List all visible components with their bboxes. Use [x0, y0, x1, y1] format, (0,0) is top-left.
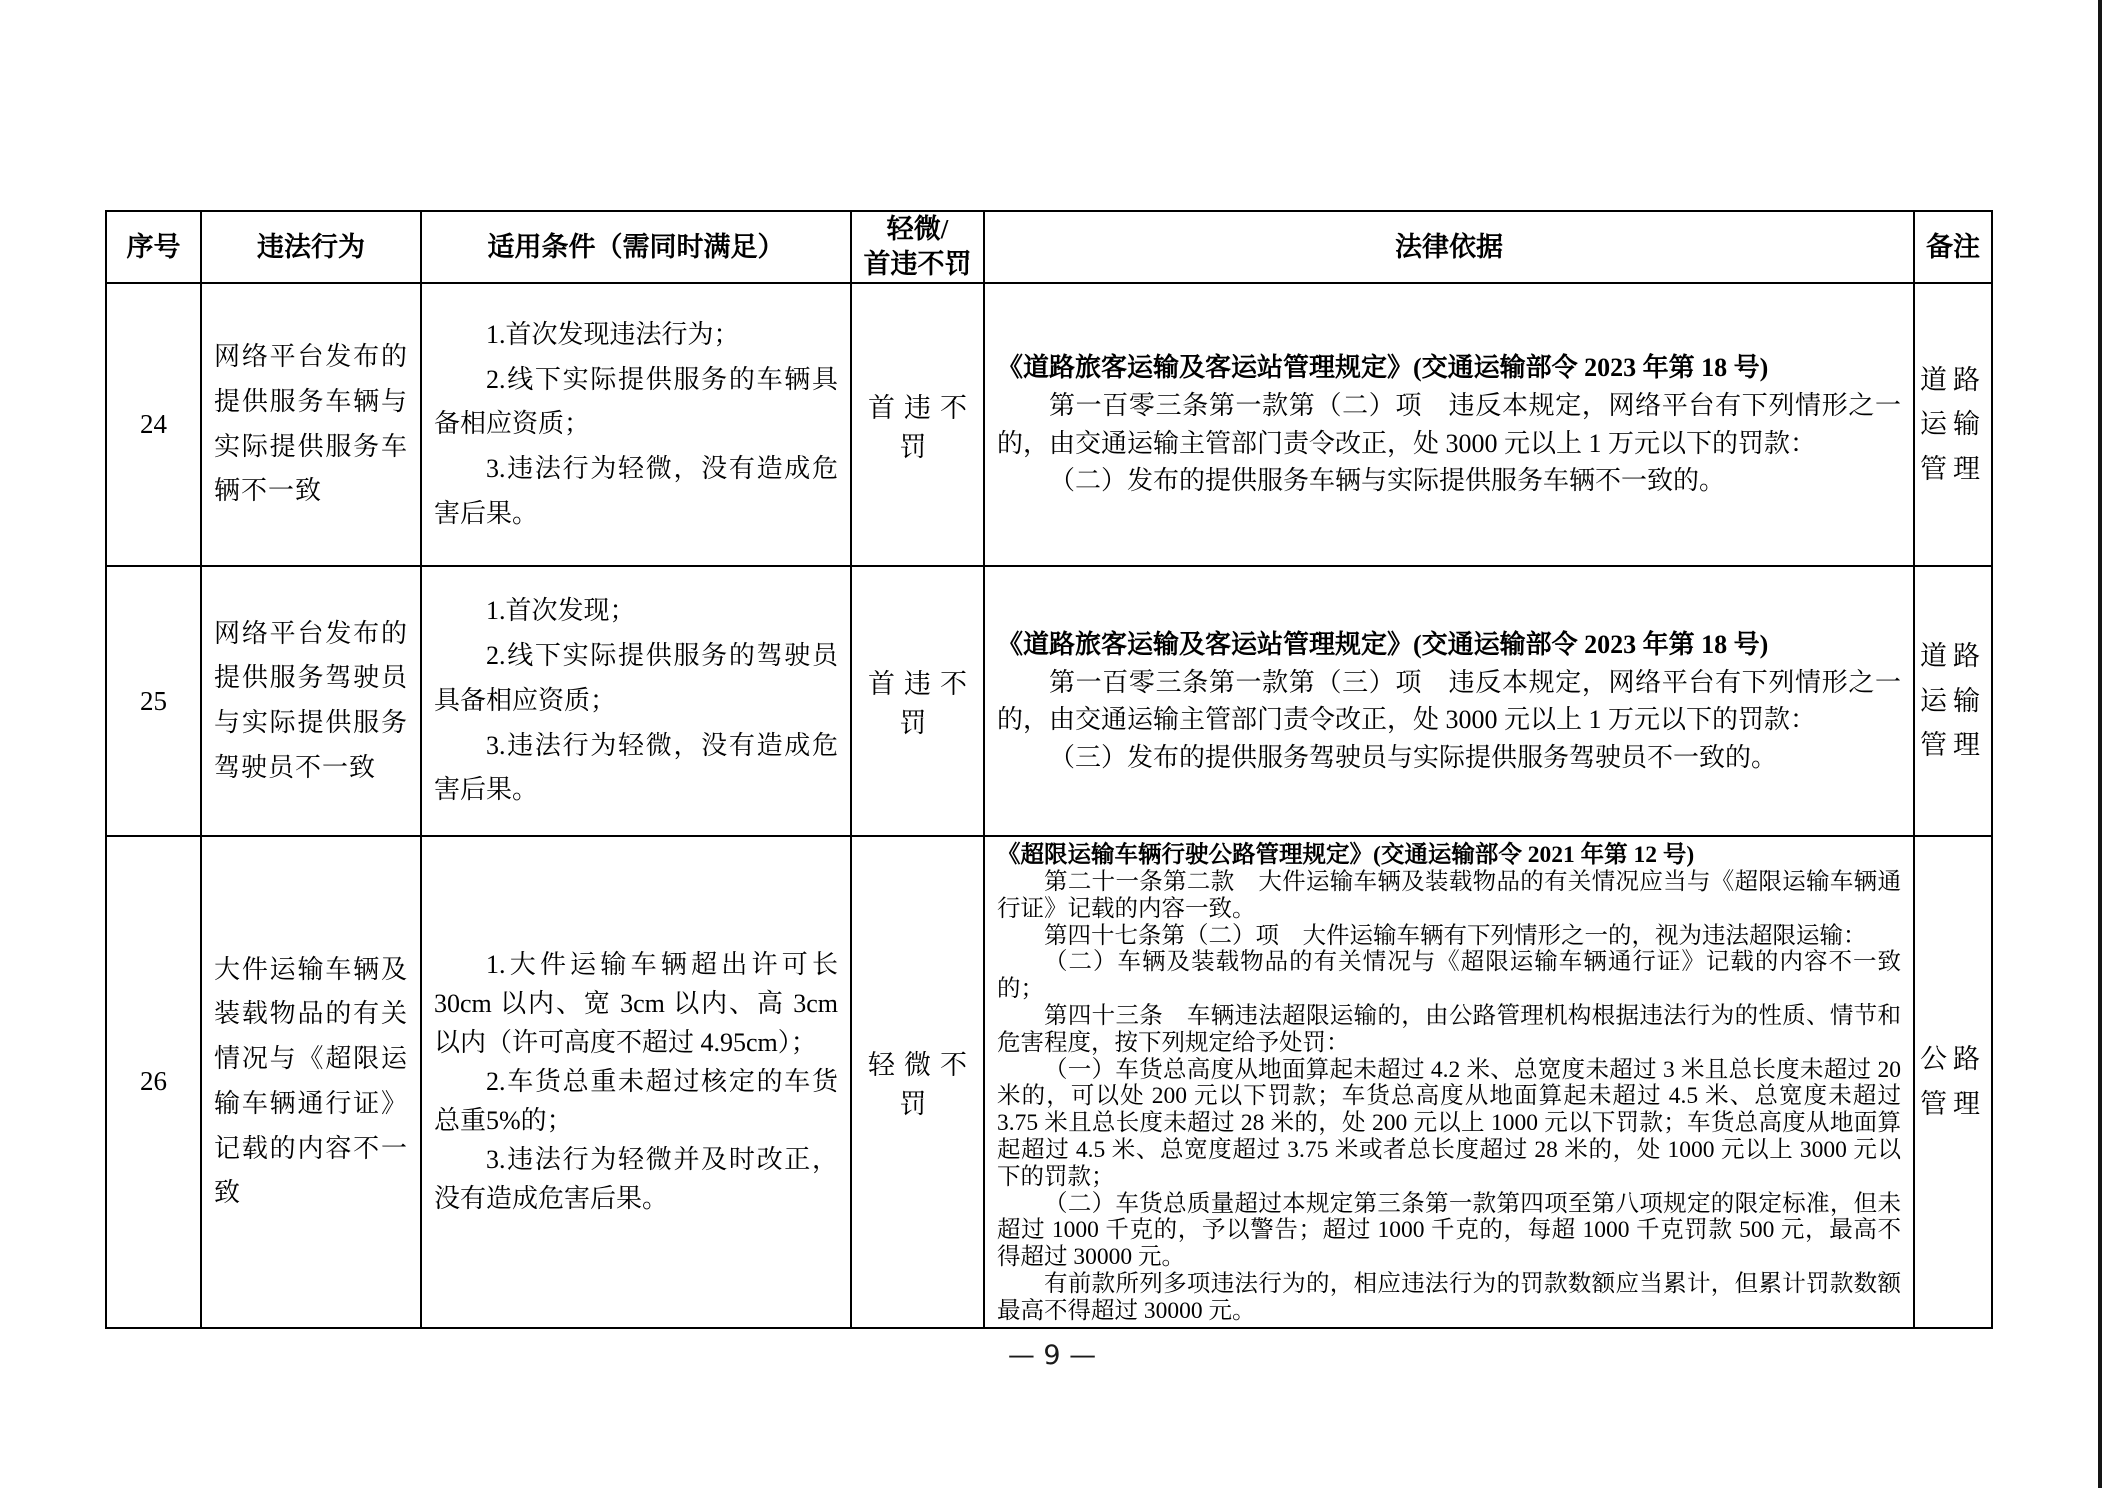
col-header-status-line2: 首违不罚	[863, 249, 972, 280]
condition-item: 3.违法行为轻微，没有造成危害后果。	[434, 454, 838, 528]
cell-no: 24	[106, 283, 201, 566]
cell-legal-basis	[984, 836, 1914, 1327]
cell-remark: 道路运输管理	[1914, 283, 1992, 566]
penalty-rules-table	[105, 210, 1993, 1329]
cell-violation: 大件运输车辆及装载物品的有关情况与《超限运输车辆通行证》记载的内容不一致	[201, 836, 421, 1327]
condition-item: 1.首次发现；	[486, 596, 636, 626]
legal-paragraph: 有前款所列多项违法行为的，相应违法行为的罚款数额应当累计，但累计罚款数额最高不得超过 30000 元。	[997, 1270, 1901, 1324]
cell-violation: 网络平台发布的提供服务车辆与实际提供服务车辆不一致	[201, 283, 421, 566]
legal-paragraph: 第四十三条 车辆违法超限运输的，由公路管理机构根据违法行为的性质、情节和危害程度，按下列规定给予处罚：	[997, 1002, 1901, 1056]
condition-item: 2.线下实际提供服务的车辆具备相应资质；	[434, 364, 838, 439]
cell-remark: 公路管理	[1914, 836, 1992, 1327]
condition-item: 3.违法行为轻微，没有造成危害后果。	[434, 730, 838, 805]
col-header-remark: 备注	[1914, 211, 1992, 283]
cell-conditions	[421, 283, 851, 566]
col-header-no: 序号	[106, 211, 201, 283]
legal-paragraph: （二）发布的提供服务车辆与实际提供服务车辆不一致的。	[1049, 466, 1726, 496]
col-header-status-line1: 轻微/	[886, 214, 949, 244]
condition-item: 1.首次发现违法行为；	[486, 319, 740, 349]
col-header-status	[851, 211, 984, 283]
legal-paragraph: （二）车货总质量超过本规定第三条第一款第四项至第八项规定的限定标准，但未超过 1000 千克的，予以警告；超过 1000 千克的，每超 1000 千克罚款 500 元，最高不得超过 30000 元。	[997, 1190, 1901, 1271]
scan-edge-line	[2098, 0, 2102, 1488]
cell-conditions	[421, 566, 851, 836]
cell-legal-basis	[984, 566, 1914, 836]
legal-paragraph: 第二十一条第二款 大件运输车辆及装载物品的有关情况应当与《超限运输车辆通行证》记载的内容一致。	[997, 868, 1901, 922]
legal-regulation-title: 《道路旅客运输及客运站管理规定》(交通运输部令 2023 年第 18 号)	[997, 353, 1769, 383]
cell-no: 25	[106, 566, 201, 836]
cell-remark: 道路运输管理	[1914, 566, 1992, 836]
legal-regulation-title: 《道路旅客运输及客运站管理规定》(交通运输部令 2023 年第 18 号)	[997, 629, 1769, 659]
page-number: — 9 —	[1007, 1340, 1097, 1371]
col-header-conditions: 适用条件（需同时满足）	[421, 211, 851, 283]
table-row	[106, 836, 1992, 1327]
condition-item: 1.大件运输车辆超出许可长 30cm 以内、宽 3cm 以内、高 3cm 以内（许可高度不超过 4.95cm）；	[434, 950, 838, 1058]
condition-item: 2.线下实际提供服务的驾驶员具备相应资质；	[434, 641, 838, 715]
cell-conditions	[421, 836, 851, 1327]
legal-regulation-title: 《超限运输车辆行驶公路管理规定》(交通运输部令 2021 年第 12 号)	[997, 842, 1695, 869]
cell-legal-basis	[984, 283, 1914, 566]
table-row	[106, 283, 1992, 566]
legal-paragraph: 第一百零三条第一款第（三）项 违反本规定，网络平台有下列情形之一的，由交通运输主管部门责令改正，处 3000 元以上 1 万元以下的罚款：	[997, 667, 1901, 735]
col-header-violation: 违法行为	[201, 211, 421, 283]
cell-status: 首违不罚	[851, 283, 984, 566]
cell-violation: 网络平台发布的提供服务驾驶员与实际提供服务驾驶员不一致	[201, 566, 421, 836]
table-row	[106, 566, 1992, 836]
cell-status: 轻微不罚	[851, 836, 984, 1327]
cell-no: 26	[106, 836, 201, 1327]
condition-item: 3.违法行为轻微并及时改正，没有造成危害后果。	[434, 1145, 838, 1214]
table-header-row	[106, 211, 1992, 283]
cell-status: 首违不罚	[851, 566, 984, 836]
legal-paragraph: （一）车货总高度从地面算起未超过 4.2 米、总宽度未超过 3 米且总长度未超过 20 米的，可以处 200 元以下罚款；车货总高度从地面算起未超过 4.5 米、总宽度未超过 3.75 米且总长度未超过 28 米的，处 200 元以上 1000 元以下罚款；车货总高度从地面算起超过 4.5 米、总宽度超过 3.75 米或者总长度超过 28 米的，处 1000 元以上 3000 元以下的罚款；	[997, 1056, 1901, 1190]
condition-item: 2.车货总重未超过核定的车货总重5%的；	[434, 1067, 838, 1136]
col-header-legal: 法律依据	[984, 211, 1914, 283]
legal-paragraph: （二）车辆及装载物品的有关情况与《超限运输车辆通行证》记载的内容不一致的；	[997, 949, 1901, 1003]
legal-paragraph: （三）发布的提供服务驾驶员与实际提供服务驾驶员不一致的。	[1049, 742, 1778, 772]
legal-paragraph: 第四十七条第（二）项 大件运输车辆有下列情形之一的，视为违法超限运输：	[1044, 922, 1867, 949]
legal-paragraph: 第一百零三条第一款第（二）项 违反本规定，网络平台有下列情形之一的，由交通运输主管部门责令改正，处 3000 元以上 1 万元以下的罚款：	[997, 391, 1901, 458]
